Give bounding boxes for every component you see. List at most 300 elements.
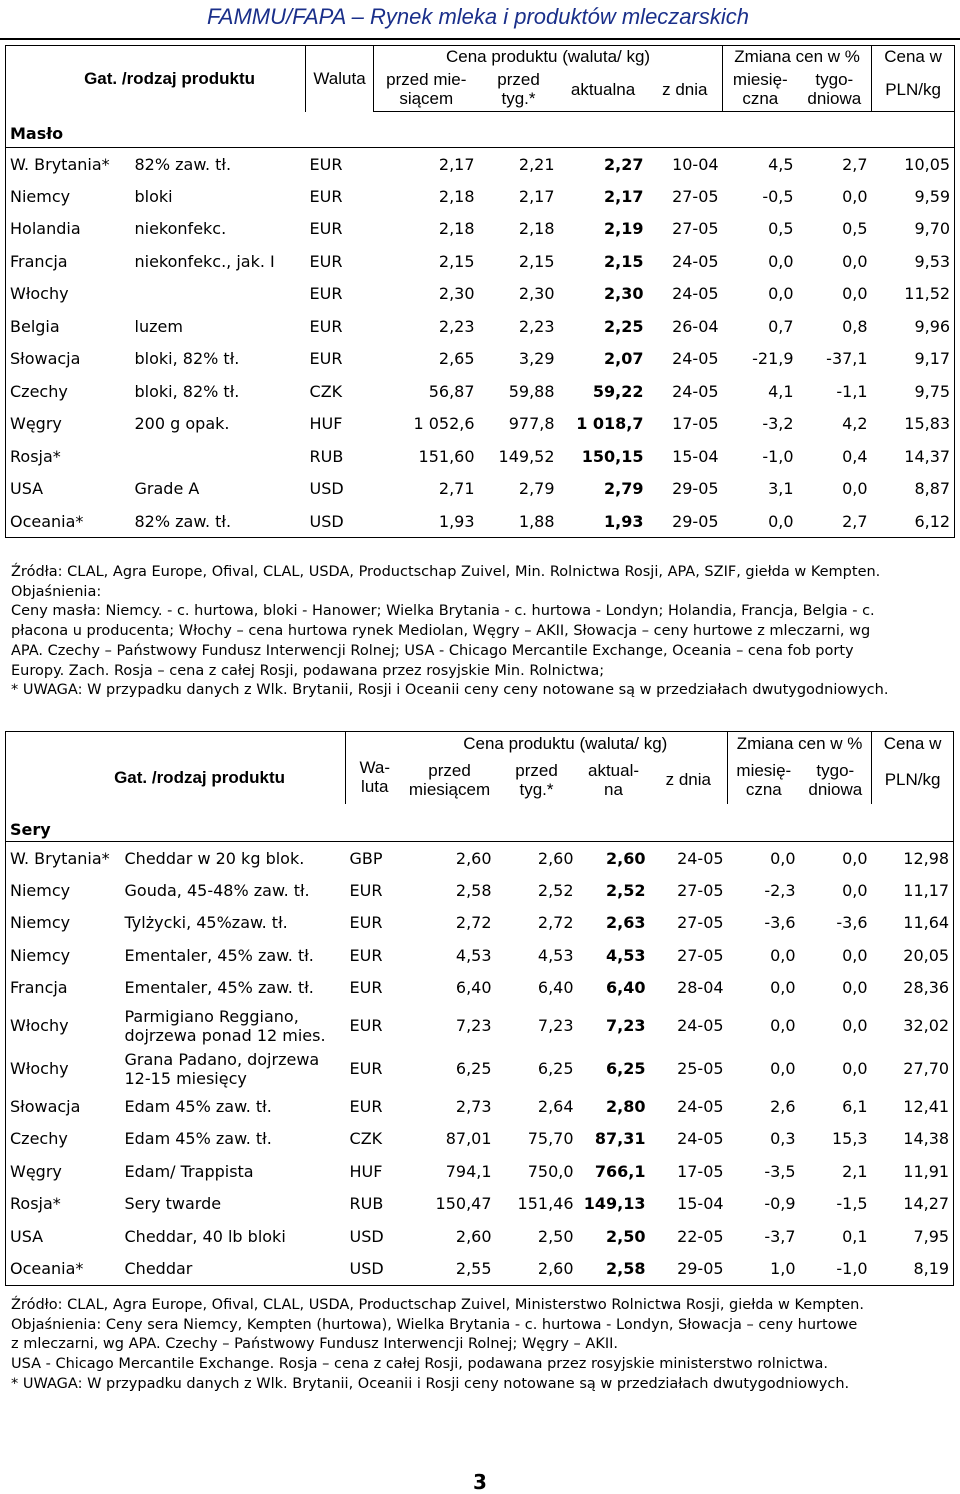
country-cell: W. Brytania* — [6, 842, 121, 875]
table-row — [6, 180, 955, 213]
product-type-cell — [121, 842, 346, 875]
prev-month-price-cell: 2,30 — [438, 284, 475, 304]
date-cell: 17-05 — [677, 1161, 724, 1181]
country-cell: Niemcy — [6, 907, 121, 940]
price-pln-cell: 12,98 — [872, 842, 954, 875]
note-line: APA. Czechy – Państwowy Fundusz Interwencji Rolnej; USA - Chicago Mercantile Exchange, Oceania – cena fob porty — [11, 642, 854, 659]
column-header-weekly: tygo- dniowa — [808, 760, 863, 799]
current-price-cell: 2,52 — [606, 880, 646, 900]
prev-month-price-cell: 6,25 — [455, 1059, 492, 1078]
currency-cell: EUR — [309, 349, 343, 369]
price-pln-cell: 12,41 — [872, 1090, 954, 1123]
date-cell: 25-05 — [677, 1059, 724, 1078]
prev-month-price-cell: 1 052,6 — [413, 414, 475, 434]
product-type-line: Edam 45% zaw. tł. — [124, 1096, 272, 1116]
date-cell: 29-05 — [650, 1253, 728, 1286]
product-type-line: Cheddar w 20 kg blok. — [124, 848, 305, 868]
currency-cell: EUR — [349, 945, 383, 965]
prev-week-price-cell: 2,50 — [537, 1226, 574, 1246]
currency-cell: CZK — [309, 381, 343, 401]
current-price-cell: 7,23 — [606, 1016, 646, 1035]
prev-month-price-cell: 2,60 — [455, 1226, 492, 1246]
product-type-cell: Grade A — [134, 479, 200, 499]
product-type-cell — [121, 1123, 346, 1156]
price-pln-cell: 11,52 — [872, 278, 955, 311]
column-header-change-group: Zmiana cen w % — [728, 732, 872, 756]
date-cell: 24-05 — [672, 251, 719, 271]
column-header-pln-top: Cena w — [872, 732, 954, 756]
header-rule — [0, 38, 960, 40]
country-cell: Włochy — [6, 1047, 121, 1090]
price-pln-cell: 11,64 — [872, 907, 954, 940]
weekly-change-cell: 2,1 — [842, 1161, 868, 1181]
monthly-change-cell: 0,0 — [723, 505, 798, 538]
weekly-change-cell: 0,8 — [842, 316, 868, 336]
country-cell: Węgry — [6, 408, 131, 441]
prev-month-price-cell: 2,72 — [455, 913, 492, 933]
note-line: Objaśnienia: — [11, 583, 102, 600]
date-cell: 26-04 — [672, 316, 719, 336]
note-line: Ceny masła: Niemcy. - c. hurtowa, bloki - Hanower; Wielka Brytania - c. hurtowa - Londyn; Holandia, Francja, Belgia - c. — [11, 603, 875, 620]
price-pln-cell: 11,17 — [872, 874, 954, 907]
current-price-cell: 2,07 — [604, 349, 644, 369]
country-cell: Rosja* — [6, 1188, 121, 1221]
product-type-cell: 200 g opak. — [134, 414, 230, 434]
table-row — [6, 1220, 954, 1253]
prev-week-price-cell: 6,40 — [537, 978, 574, 998]
prev-month-price-cell: 2,15 — [438, 251, 475, 271]
country-cell: Czechy — [6, 375, 131, 408]
butter-price-table — [5, 45, 955, 538]
date-cell: 10-04 — [672, 154, 719, 174]
country-cell: Holandia — [6, 213, 131, 246]
country-cell: Francja — [6, 245, 131, 278]
date-cell: 24-05 — [677, 848, 724, 868]
current-price-cell: 2,25 — [604, 316, 644, 336]
prev-month-price-cell: 2,65 — [438, 349, 475, 369]
weekly-change-cell: 0,0 — [842, 186, 868, 206]
prev-month-price-cell: 2,18 — [438, 219, 475, 239]
price-pln-cell: 14,38 — [872, 1123, 954, 1156]
country-cell: Niemcy — [6, 180, 131, 213]
monthly-change-cell: 0,0 — [770, 945, 796, 965]
table-row — [6, 213, 955, 246]
currency-cell: USD — [309, 479, 344, 499]
current-price-cell: 149,13 — [583, 1194, 646, 1214]
monthly-change-cell: -21,9 — [752, 349, 794, 369]
current-price-cell: 2,30 — [604, 284, 644, 304]
price-pln-cell: 9,96 — [872, 310, 955, 343]
weekly-change-cell: 0,0 — [842, 479, 868, 499]
monthly-change-cell: -0,5 — [762, 186, 794, 206]
table-row — [6, 245, 955, 278]
product-type-cell — [121, 1220, 346, 1253]
prev-week-price-cell: 2,64 — [537, 1096, 574, 1116]
prev-month-price-cell: 6,40 — [455, 978, 492, 998]
weekly-change-cell: -1,1 — [836, 381, 868, 401]
product-type-line: Gouda, 45-48% zaw. tł. — [124, 880, 310, 900]
column-header-prev-week: przed tyg.* — [515, 760, 558, 799]
weekly-change-cell: 4,2 — [842, 414, 868, 434]
current-price-cell: 2,15 — [604, 251, 644, 271]
current-price-cell: 2,19 — [604, 219, 644, 239]
country-cell: Rosja* — [6, 440, 131, 473]
note-line: płacona u producenta; Włochy – cena hurtowa rynek Mediolan, Węgry – AKII, Słowacja – ceny hurtowe z mleczarni, wg — [11, 623, 871, 640]
weekly-change-cell: -37,1 — [826, 349, 868, 369]
current-price-cell: 4,53 — [606, 945, 646, 965]
price-pln-cell: 9,17 — [872, 343, 955, 376]
currency-cell: USD — [306, 505, 374, 538]
prev-week-price-cell: 4,53 — [537, 945, 574, 965]
note-line: z mleczarni, wg APA. Czechy – Państwowy Fundusz Interwencji Rolnej; Węgry – AKII. — [11, 1336, 619, 1353]
date-cell: 27-05 — [677, 880, 724, 900]
column-header-product: Gat. /rodzaj produktu — [6, 732, 346, 804]
weekly-change-cell: 0,0 — [842, 1016, 868, 1035]
prev-week-price-cell: 750,0 — [527, 1161, 574, 1181]
column-header-date: z dnia — [665, 770, 711, 789]
table-row — [6, 408, 955, 441]
country-cell: W. Brytania* — [6, 148, 131, 181]
product-type-line: Sery twarde — [124, 1194, 222, 1214]
country-cell: Czechy — [6, 1123, 121, 1156]
product-type-line: Ementaler, 45% zaw. tł. — [124, 978, 314, 998]
table-row — [6, 473, 955, 506]
column-header-change-group: Zmiana cen w % — [723, 46, 872, 68]
current-price-cell: 2,60 — [606, 848, 646, 868]
section-label-butter: Masło — [6, 112, 955, 148]
prev-month-price-cell: 2,23 — [438, 316, 475, 336]
currency-cell: RUB — [349, 1194, 384, 1214]
country-cell: Oceania* — [6, 505, 131, 538]
monthly-change-cell: 0,7 — [768, 316, 794, 336]
country-cell: Włochy — [6, 1004, 121, 1047]
monthly-change-cell: 0,0 — [768, 251, 794, 271]
butter-notes — [11, 563, 951, 701]
product-type-cell — [121, 1047, 346, 1090]
prev-week-price-cell: 2,15 — [518, 251, 555, 271]
product-type-cell: bloki, 82% tł. — [134, 349, 240, 369]
product-type-line: Cheddar, 40 lb bloki — [124, 1226, 286, 1246]
column-header-pln-bottom: PLN/kg — [872, 68, 955, 112]
country-cell: USA — [6, 473, 131, 506]
current-price-cell: 2,58 — [578, 1253, 650, 1286]
current-price-cell: 2,17 — [604, 186, 644, 206]
date-cell: 29-05 — [648, 505, 723, 538]
monthly-change-cell: -3,5 — [764, 1161, 796, 1181]
weekly-change-cell: 0,0 — [842, 251, 868, 271]
product-type-cell — [121, 972, 346, 1005]
weekly-change-cell: 0,0 — [842, 848, 868, 868]
current-price-cell: 1,93 — [559, 505, 648, 538]
table-row — [6, 939, 954, 972]
column-header-prev-month: przed miesiącem — [408, 760, 491, 799]
prev-month-price-cell: 2,18 — [438, 186, 475, 206]
date-cell: 29-05 — [672, 479, 719, 499]
prev-month-price-cell: 151,60 — [418, 446, 475, 466]
column-header-price-group: Cena produktu (waluta/ kg) — [404, 732, 728, 756]
product-type-cell — [121, 1155, 346, 1188]
weekly-change-cell: -3,6 — [836, 913, 868, 933]
monthly-change-cell: 0,0 — [770, 848, 796, 868]
prev-month-price-cell: 2,71 — [438, 479, 475, 499]
weekly-change-cell: 2,7 — [842, 154, 868, 174]
price-pln-cell: 14,27 — [872, 1188, 954, 1221]
currency-cell: EUR — [349, 1016, 383, 1035]
product-type-cell — [121, 1090, 346, 1123]
table-row — [6, 1188, 954, 1221]
date-cell: 24-05 — [677, 1129, 724, 1149]
currency-cell: EUR — [349, 913, 383, 933]
monthly-change-cell: 0,0 — [770, 1059, 796, 1078]
prev-week-price-cell: 6,25 — [537, 1059, 574, 1078]
weekly-change-cell: -1,0 — [800, 1253, 872, 1286]
column-header-prev-month: przed mie- siącem — [374, 68, 479, 112]
current-price-cell: 6,25 — [606, 1059, 646, 1078]
product-type-line: Edam 45% zaw. tł. — [124, 1129, 272, 1149]
note-line: Europy. Zach. Rosja – cena z całej Rosji, podawana przez rosyjskie Min. Rolnictwa; — [11, 662, 605, 679]
weekly-change-cell: -1,5 — [836, 1194, 868, 1214]
date-cell: 22-05 — [677, 1226, 724, 1246]
monthly-change-cell: 0,5 — [768, 219, 794, 239]
product-type-cell: luzem — [134, 316, 183, 336]
price-pln-cell: 8,19 — [872, 1253, 954, 1286]
current-price-cell: 2,27 — [604, 154, 644, 174]
prev-week-price-cell: 977,8 — [508, 414, 555, 434]
price-pln-cell: 8,87 — [872, 473, 955, 506]
currency-cell: EUR — [349, 880, 383, 900]
page-number: 3 — [473, 1470, 487, 1494]
prev-month-price-cell: 4,53 — [455, 945, 492, 965]
product-type-cell: bloki, 82% tł. — [134, 381, 240, 401]
current-price-cell: 6,40 — [606, 978, 646, 998]
cheese-price-table — [5, 731, 954, 1286]
current-price-cell: 59,22 — [592, 381, 644, 401]
product-type-line: Grana Padano, dojrzewa — [124, 1049, 320, 1069]
monthly-change-cell: -3,2 — [762, 414, 794, 434]
product-type-cell: bloki — [134, 186, 173, 206]
country-cell: Niemcy — [6, 939, 121, 972]
prev-week-price-cell: 2,30 — [518, 284, 555, 304]
page-header-title: FAMMU/FAPA – Rynek mleka i produktów mleczarskich — [207, 4, 749, 29]
cheese-notes — [11, 1296, 951, 1395]
note-line: USA - Chicago Mercantile Exchange. Rosja – cena z całej Rosji, podawana przez rosyjskie ministerstwo rolnictwa. — [11, 1356, 829, 1373]
price-pln-cell: 10,05 — [872, 148, 955, 181]
product-type-line: Parmigiano Reggiano, — [124, 1006, 299, 1026]
product-type-line: dojrzewa ponad 12 mies. — [124, 1025, 326, 1045]
currency-cell: EUR — [349, 1096, 383, 1116]
prev-month-price-cell: 87,01 — [445, 1129, 492, 1149]
date-cell: 15-04 — [677, 1194, 724, 1214]
section-label-cheese: Sery — [6, 804, 954, 842]
product-type-cell — [121, 1004, 346, 1047]
weekly-change-cell: 0,0 — [842, 880, 868, 900]
prev-week-price-cell: 59,88 — [508, 381, 555, 401]
column-header-product: Gat. /rodzaj produktu — [6, 46, 306, 112]
prev-week-price-cell: 75,70 — [527, 1129, 574, 1149]
monthly-change-cell: -0,9 — [764, 1194, 796, 1214]
monthly-change-cell: 1,0 — [728, 1253, 800, 1286]
product-type-cell: 82% zaw. tł. — [134, 154, 232, 174]
monthly-change-cell: 4,1 — [768, 381, 794, 401]
current-price-cell: 1 018,7 — [576, 414, 644, 434]
weekly-change-cell: 0,4 — [842, 446, 868, 466]
table-row — [6, 505, 955, 538]
date-cell: 17-05 — [672, 414, 719, 434]
currency-cell: EUR — [349, 978, 383, 998]
current-price-cell: 2,80 — [606, 1096, 646, 1116]
currency-cell: HUF — [349, 1161, 383, 1181]
price-pln-cell: 14,37 — [872, 440, 955, 473]
prev-month-price-cell: 2,55 — [404, 1253, 496, 1286]
table-row — [6, 972, 954, 1005]
currency-cell: USD — [346, 1253, 404, 1286]
table-row — [6, 310, 955, 343]
date-cell: 15-04 — [672, 446, 719, 466]
date-cell: 27-05 — [677, 913, 724, 933]
weekly-change-cell: 6,1 — [842, 1096, 868, 1116]
country-cell: Francja — [6, 972, 121, 1005]
table-row — [6, 148, 955, 181]
date-cell: 24-05 — [677, 1016, 724, 1035]
prev-week-price-cell: 2,60 — [496, 1253, 578, 1286]
prev-month-price-cell: 56,87 — [428, 381, 475, 401]
column-header-currency: Wa- luta — [346, 732, 404, 804]
country-cell: Niemcy — [6, 874, 121, 907]
country-cell: USA — [6, 1220, 121, 1253]
prev-month-price-cell: 150,47 — [435, 1194, 492, 1214]
date-cell: 27-05 — [672, 219, 719, 239]
product-type-cell — [121, 1188, 346, 1221]
monthly-change-cell: 0,3 — [770, 1129, 796, 1149]
column-header-monthly: miesię- czna — [723, 68, 798, 112]
monthly-change-cell: -2,3 — [764, 880, 796, 900]
country-cell: Włochy — [6, 278, 131, 311]
prev-week-price-cell: 2,72 — [537, 913, 574, 933]
prev-week-price-cell: 3,29 — [518, 349, 555, 369]
prev-week-price-cell: 2,17 — [518, 186, 555, 206]
currency-cell: HUF — [309, 414, 343, 434]
column-header-pln-top: Cena w — [872, 46, 955, 68]
table-row — [6, 907, 954, 940]
currency-cell: EUR — [349, 1059, 383, 1078]
currency-cell: EUR — [309, 154, 343, 174]
product-type-cell: 82% zaw. tł. — [131, 505, 306, 538]
currency-cell: CZK — [349, 1129, 383, 1149]
country-cell: Słowacja — [6, 343, 131, 376]
table-row — [6, 874, 954, 907]
weekly-change-cell: 0,1 — [842, 1226, 868, 1246]
monthly-change-cell: 0,0 — [770, 978, 796, 998]
prev-month-price-cell: 2,17 — [438, 154, 475, 174]
date-cell: 24-05 — [672, 381, 719, 401]
price-pln-cell: 11,91 — [872, 1155, 954, 1188]
product-type-cell — [121, 874, 346, 907]
product-type-cell — [121, 939, 346, 972]
product-type-cell — [121, 1253, 346, 1286]
prev-month-price-cell: 7,23 — [455, 1016, 492, 1035]
column-header-pln-bottom: PLN/kg — [872, 756, 954, 804]
date-cell: 24-05 — [672, 284, 719, 304]
prev-month-price-cell: 1,93 — [374, 505, 479, 538]
currency-cell: GBP — [349, 848, 383, 868]
price-pln-cell: 20,05 — [872, 939, 954, 972]
prev-week-price-cell: 2,79 — [518, 479, 555, 499]
price-pln-cell: 32,02 — [872, 1004, 954, 1047]
monthly-change-cell: -1,0 — [762, 446, 794, 466]
currency-cell: RUB — [309, 446, 344, 466]
date-cell: 27-05 — [677, 945, 724, 965]
country-cell: Węgry — [6, 1155, 121, 1188]
price-pln-cell: 9,59 — [872, 180, 955, 213]
note-line: Objaśnienia: Ceny sera Niemcy, Kempten (hurtowa), Wielka Brytania - c. hurtowa - Londyn, Słowacja – ceny hurtowe — [11, 1316, 858, 1333]
weekly-change-cell: 0,0 — [842, 945, 868, 965]
currency-cell: EUR — [309, 316, 343, 336]
price-pln-cell: 9,75 — [872, 375, 955, 408]
table-row — [6, 440, 955, 473]
date-cell: 28-04 — [677, 978, 724, 998]
table-row — [6, 1004, 954, 1047]
current-price-cell: 87,31 — [594, 1129, 646, 1149]
product-type-cell — [131, 278, 306, 311]
price-pln-cell: 28,36 — [872, 972, 954, 1005]
column-header-currency: Waluta — [306, 46, 374, 112]
country-cell: Słowacja — [6, 1090, 121, 1123]
country-cell: Belgia — [6, 310, 131, 343]
currency-cell: EUR — [309, 186, 343, 206]
prev-month-price-cell: 794,1 — [445, 1161, 492, 1181]
monthly-change-cell: 4,5 — [768, 154, 794, 174]
currency-cell: USD — [349, 1226, 384, 1246]
prev-week-price-cell: 7,23 — [537, 1016, 574, 1035]
monthly-change-cell: 0,0 — [770, 1016, 796, 1035]
currency-cell: EUR — [309, 219, 343, 239]
current-price-cell: 2,50 — [606, 1226, 646, 1246]
table-row — [6, 343, 955, 376]
current-price-cell: 2,63 — [606, 913, 646, 933]
prev-week-price-cell: 2,23 — [518, 316, 555, 336]
weekly-change-cell: 0,0 — [842, 284, 868, 304]
prev-week-price-cell: 1,88 — [479, 505, 559, 538]
product-type-cell — [121, 907, 346, 940]
country-cell: Oceania* — [6, 1253, 121, 1286]
weekly-change-cell: 2,7 — [798, 505, 872, 538]
column-header-price-group: Cena produktu (waluta/ kg) — [374, 46, 723, 68]
table-row — [6, 1155, 954, 1188]
monthly-change-cell: 3,1 — [768, 479, 794, 499]
table-row — [6, 278, 955, 311]
table-row — [6, 1047, 954, 1090]
monthly-change-cell: -3,7 — [764, 1226, 796, 1246]
monthly-change-cell: 2,6 — [770, 1096, 796, 1116]
page-header — [0, 4, 960, 34]
table-row — [6, 842, 954, 875]
price-pln-cell: 6,12 — [872, 505, 955, 538]
prev-month-price-cell: 2,73 — [455, 1096, 492, 1116]
product-type-cell: niekonfekc., jak. I — [134, 251, 275, 271]
prev-week-price-cell: 149,52 — [498, 446, 555, 466]
prev-week-price-cell: 151,46 — [517, 1194, 574, 1214]
prev-week-price-cell: 2,21 — [518, 154, 555, 174]
product-type-cell: niekonfekc. — [134, 219, 227, 239]
current-price-cell: 150,15 — [581, 446, 644, 466]
prev-week-price-cell: 2,18 — [518, 219, 555, 239]
monthly-change-cell: -3,6 — [764, 913, 796, 933]
price-pln-cell: 9,70 — [872, 213, 955, 246]
current-price-cell: 2,79 — [604, 479, 644, 499]
date-cell: 24-05 — [672, 349, 719, 369]
note-line: Źródło: CLAL, Agra Europe, Ofival, CLAL, USDA, Productschap Zuivel, Ministerstwo Rolnictwa Rosji, giełda w Kempten. — [11, 1297, 864, 1313]
price-pln-cell: 9,53 — [872, 245, 955, 278]
